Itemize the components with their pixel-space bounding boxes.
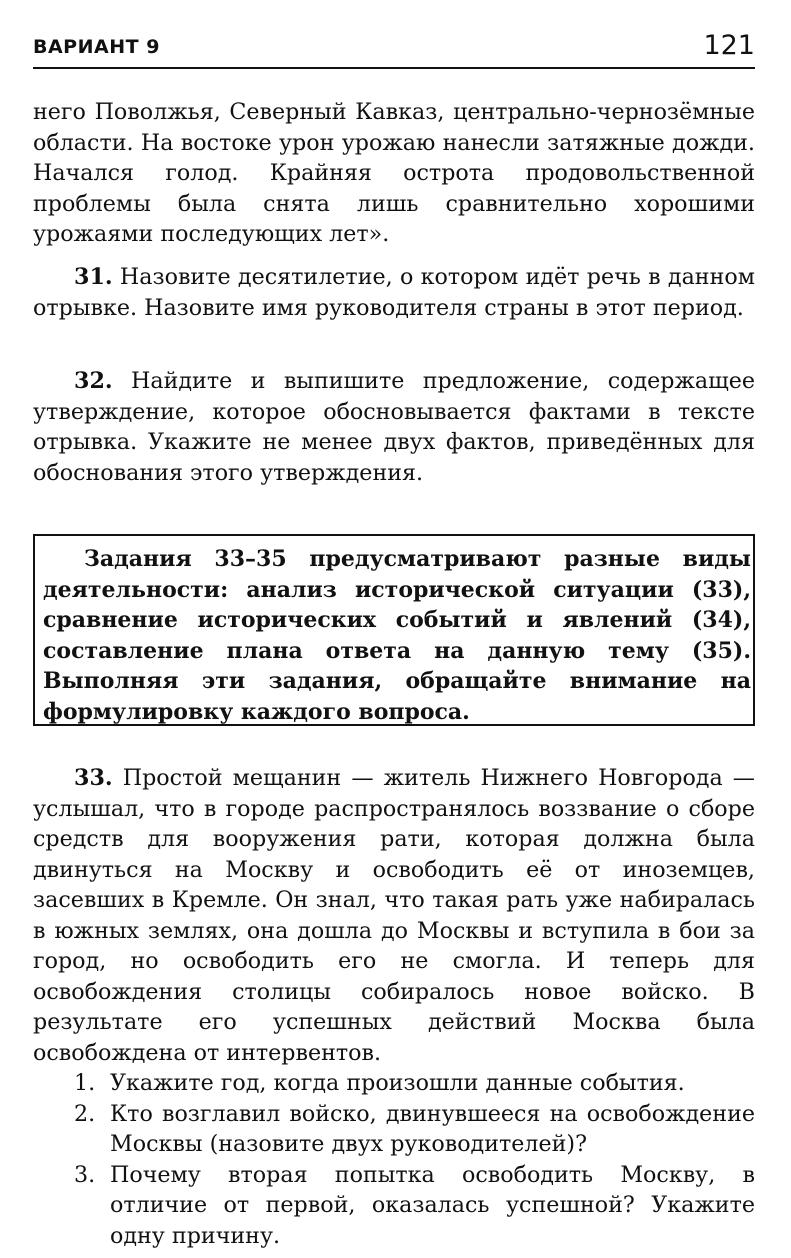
intro-paragraph: него Поволжья, Северный Кавказ, центрально-чернозёмные области. На востоке урон урожаю нанесли затяжные дожди. Начался голод. Крайняя острота продовольственной проблемы была снята лишь сравнительно хорошими урожаями последующих лет». (33, 99, 755, 247)
question-32-text: Найдите и выпишите предложение, содержащее утверждение, которое обосновывается фактами в тексте отрывка. Укажите не менее двух фактов, приведённых для обоснования этого утверждения. (33, 368, 755, 486)
header-rule (33, 67, 755, 69)
subquestion-text: Кто возглавил войско, двинувшееся на освобождение Москвы (назовите двух руководителей)? (110, 1100, 755, 1157)
subquestion-item (33, 1099, 755, 1160)
page-header (33, 30, 755, 70)
question-33-text: Простой мещанин — житель Нижнего Новгорода — услышал, что в городе распространялось воззвание о сборе средств для вооружения рати, которая должна была двинуться на Москву и освободить её от иноземцев, засевших в Кремле. Он знал, что такая рать уже набиралась в южных землях, она дошла до Москвы и вступила в бои за город, но освободить его не смогла. И теперь для освобождения столицы собиралось новое войско. В результате его успешных действий Москва была освобождена от интервентов. (33, 765, 755, 1066)
instruction-box (33, 534, 755, 726)
question-33-number: 33. (74, 765, 113, 791)
question-32 (33, 366, 755, 488)
question-31-text: Назовите десятилетие, о котором идёт речь в данном отрывке. Назовите имя руководителя страны в этот период. (33, 264, 755, 321)
subquestion-number: 2. (74, 1100, 96, 1127)
question-33-subquestions (33, 1068, 755, 1251)
instruction-text: Задания 33–35 предусматривают разные виды деятельности: анализ исторической ситуации (33), сравнение исторических событий и явлений (34), составление плана ответа на данную тему (35). Выполняя эти задания, обращайте внимание на формулировку каждого вопроса. (43, 546, 751, 725)
subquestion-number: 1. (74, 1070, 96, 1096)
subquestion-text: Укажите год, когда произошли данные события. (110, 1070, 685, 1096)
subquestion-text: Почему вторая попытка освободить Москву, в отличие от первой, оказалась успешной? Укажите одну причину. (110, 1161, 755, 1249)
subquestion-number: 3. (74, 1161, 96, 1188)
question-33-stem (33, 763, 755, 1068)
subquestion-item (33, 1068, 755, 1099)
subquestion-item (33, 1160, 755, 1252)
variant-label: ВАРИАНТ 9 (33, 36, 160, 58)
page-number: 121 (703, 30, 755, 61)
question-31-number: 31. (74, 264, 113, 290)
question-33 (33, 763, 755, 1251)
book-page (33, 0, 755, 1258)
question-32-number: 32. (74, 368, 113, 394)
question-31 (33, 262, 755, 323)
